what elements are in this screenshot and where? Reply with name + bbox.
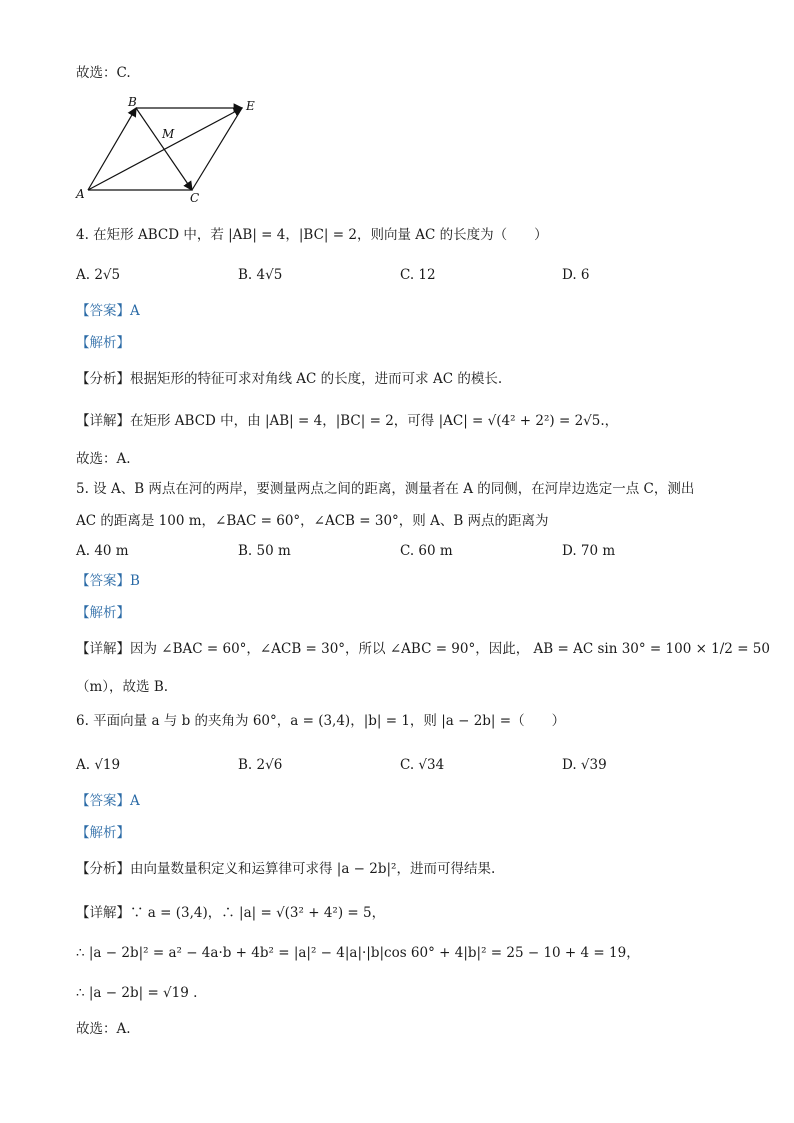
q4-option-d: D. 6	[562, 267, 590, 283]
conclusion-q3: 故选：C.	[76, 65, 131, 81]
q6-conclusion: 故选：A.	[76, 1021, 131, 1037]
label-E: E	[246, 99, 255, 113]
question-5-stem-1: 5. 设 A、B 两点在河的两岸，要测量两点之间的距离，测量者在 A 的同侧，在河岸边选定一点 C，测出	[76, 481, 695, 497]
q6-analysis: 【分析】由向量数量积定义和运算律可求得 |a − 2b|²，进而可得结果.	[76, 861, 496, 877]
segment-AE	[88, 108, 242, 190]
q5-option-d: D. 70 m	[562, 543, 616, 559]
segment-EC	[192, 108, 242, 190]
question-5-stem-2: AC 的距离是 100 m，∠BAC = 60°，∠ACB = 30°，则 A、B 两点的距离为	[76, 513, 549, 529]
q4-option-a: A. 2√5	[76, 267, 121, 283]
q5-answer: 【答案】B	[76, 573, 140, 589]
segment-BC	[136, 108, 192, 190]
q4-option-b: B. 4√5	[238, 267, 283, 283]
q4-analysis-heading: 【解析】	[76, 335, 130, 351]
q6-option-b: B. 2√6	[238, 757, 283, 773]
q6-detail-3: ∴ |a − 2b| = √19 .	[76, 985, 198, 1001]
label-A: A	[76, 187, 85, 201]
q6-option-a: A. √19	[76, 757, 121, 773]
q5-analysis-heading: 【解析】	[76, 605, 130, 621]
q6-detail-1: 【详解】∵ a = (3,4)，∴ |a| = √(3² + 4²) = 5，	[76, 905, 386, 921]
q5-option-c: C. 60 m	[400, 543, 453, 559]
q6-detail-2: ∴ |a − 2b|² = a² − 4a·b + 4b² = |a|² − 4|a|·|b|cos 60° + 4|b|² = 25 − 10 + 4 = 19，	[76, 945, 640, 961]
q5-option-a: A. 40 m	[76, 543, 129, 559]
q6-option-d: D. √39	[562, 757, 607, 773]
q5-detail: 【详解】因为 ∠BAC = 60°，∠ACB = 30°，所以 ∠ABC = 90°，因此， AB = AC sin 30° = 100 × 1/2 = 50	[76, 641, 770, 657]
q6-analysis-heading: 【解析】	[76, 825, 130, 841]
q4-detail: 【详解】在矩形 ABCD 中，由 |AB| = 4，|BC| = 2，可得 |AC| = √(4² + 2²) = 2√5.，	[76, 413, 619, 429]
question-6-stem: 6. 平面向量 a 与 b 的夹角为 60°，a = (3,4)，|b| = 1，则 |a − 2b| =（ ）	[76, 713, 566, 729]
geometry-figure	[70, 94, 260, 206]
q5-detail-cont: （m），故选 B.	[76, 679, 169, 695]
q4-analysis: 【分析】根据矩形的特征可求对角线 AC 的长度，进而可求 AC 的模长.	[76, 371, 503, 387]
q6-option-c: C. √34	[400, 757, 445, 773]
label-B: B	[128, 95, 137, 109]
q4-answer: 【答案】A	[76, 303, 140, 319]
q4-option-c: C. 12	[400, 267, 436, 283]
question-4-stem: 4. 在矩形 ABCD 中，若 |AB| = 4，|BC| = 2，则向量 AC 的长度为（ ）	[76, 227, 548, 243]
q6-answer: 【答案】A	[76, 793, 140, 809]
q4-conclusion: 故选：A.	[76, 451, 131, 467]
q5-option-b: B. 50 m	[238, 543, 291, 559]
label-C: C	[190, 191, 200, 205]
label-M: M	[162, 127, 175, 141]
